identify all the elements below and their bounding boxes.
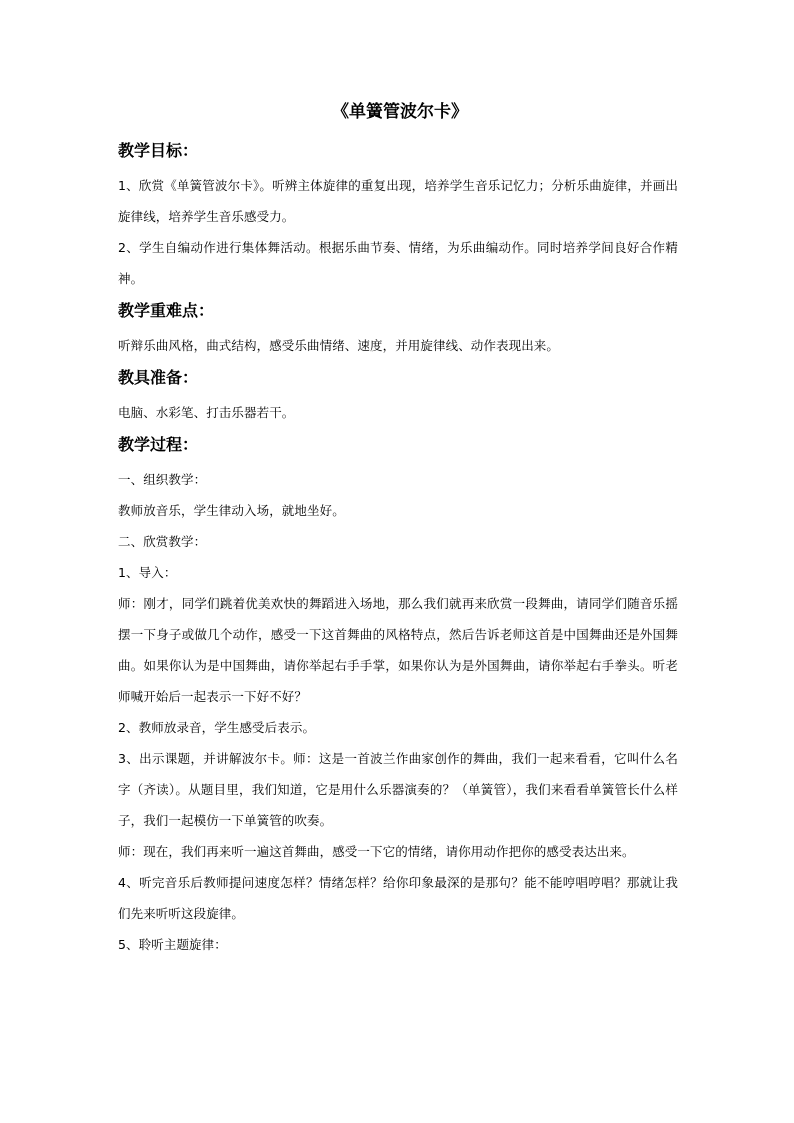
document-title: 《单簧管波尔卡》 [332,102,468,122]
section-heading: 教具准备： [118,368,199,387]
paragraph: 1、欣赏《单簧管波尔卡》。听辨主体旋律的重复出现，培养学生音乐记忆力；分析乐曲旋律，并画出旋律线，培养学生音乐感受力。 [118,178,678,224]
paragraph: 2、学生自编动作进行集体舞活动。根据乐曲节奏、情绪，为乐曲编动作。同时培养学间良好合作精神。 [118,240,678,286]
paragraph: 师：现在，我们再来听一遍这首舞曲，感受一下它的情绪，请你用动作把你的感受表达出来。 [118,844,635,859]
paragraph: 电脑、水彩笔、打击乐器若干。 [118,405,295,420]
paragraph: 2、教师放录音，学生感受后表示。 [118,720,316,735]
section-teaching-goals [118,140,678,294]
document-page [118,100,678,960]
paragraph: 二、欣赏教学： [118,534,207,549]
section-key-difficulties [118,300,678,361]
section-heading: 教学重难点： [118,301,215,320]
paragraph: 1、导入： [118,565,177,580]
section-teaching-process [118,434,678,960]
paragraph: 师：刚才，同学们跳着优美欢快的舞蹈进入场地，那么我们就再来欣赏一段舞曲，请同学们随音乐摇摆一下身子或做几个动作，感受一下这首舞曲的风格特点，然后告诉老师这首是中国舞曲还是外国舞曲。如果你认为是中国舞曲，请你举起右手手掌，如果你认为是外国舞曲，请你举起右手拳头。听老师喊开始后一起表示一下好不好？ [118,596,678,704]
section-heading: 教学过程： [118,435,199,454]
paragraph: 3、出示课题，并讲解波尔卡。师：这是一首波兰作曲家创作的舞曲，我们一起来看看，它叫什么名字（齐读）。从题目里，我们知道，它是用什么乐器演奏的？（单簧管），我们来看看单簧管长什么样子，我们一起模仿一下单簧管的吹奏。 [118,751,678,828]
paragraph: 4、听完音乐后教师提问速度怎样？情绪怎样？给你印象最深的是那句？能不能哼唱哼唱？那就让我们先来听听这段旋律。 [118,875,678,921]
paragraph: 5、聆听主题旋律： [118,937,227,952]
section-heading: 教学目标： [118,141,199,160]
paragraph: 听辩乐曲风格，曲式结构，感受乐曲情绪、速度，并用旋律线、动作表现出来。 [118,338,560,353]
paragraph: 一、组织教学： [118,472,207,487]
section-teaching-aids [118,367,678,428]
paragraph: 教师放音乐，学生律动入场，就地坐好。 [118,503,345,518]
